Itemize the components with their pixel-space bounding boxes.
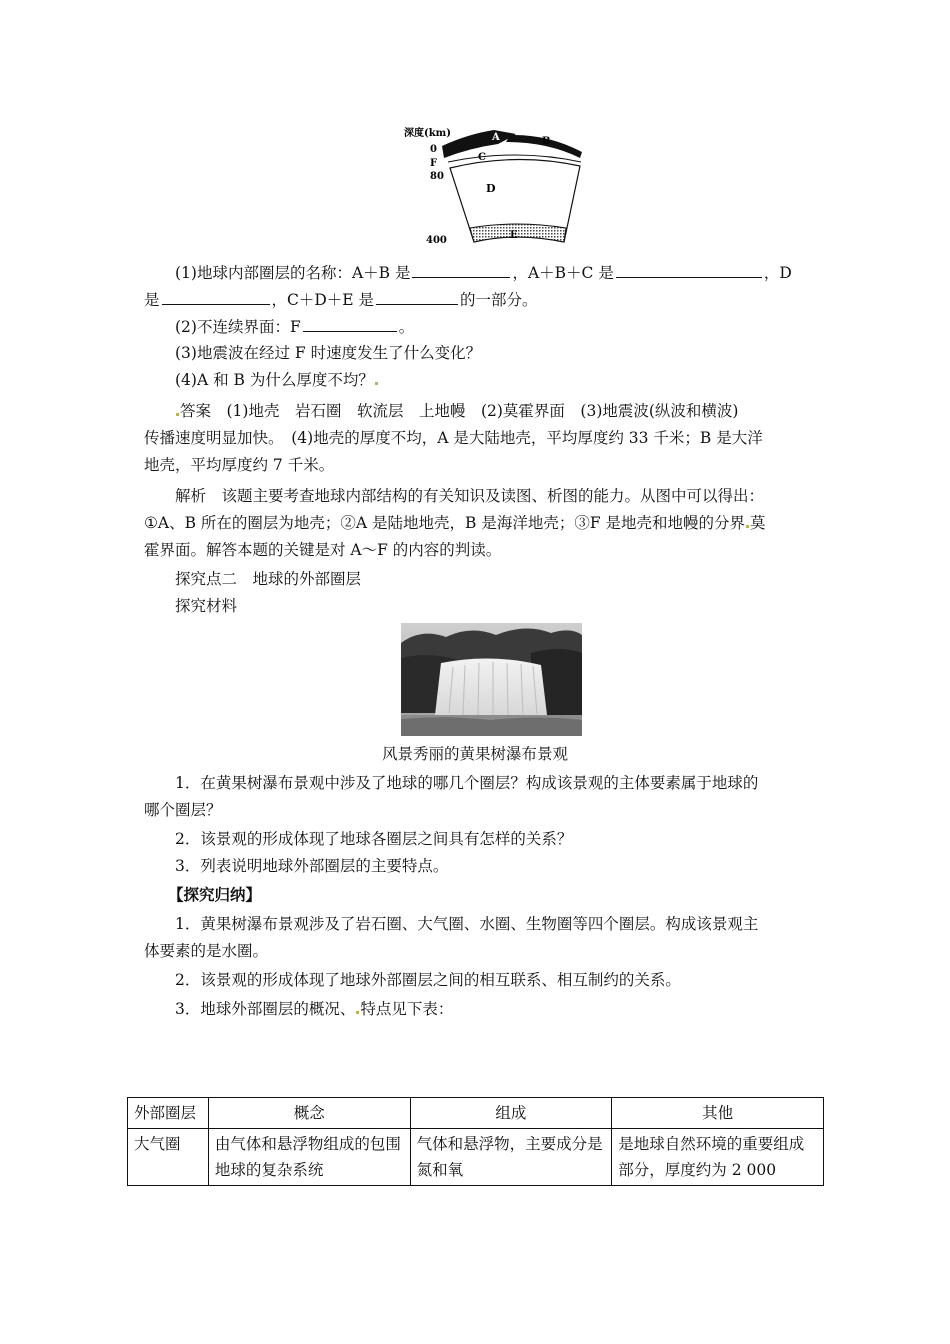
layer-e-region — [470, 224, 566, 242]
cell-concept: 由气体和悬浮物组成的包围地球的复杂系统 — [208, 1129, 410, 1186]
tick-f: F — [430, 158, 438, 169]
inquiry-q1-line-1: 1．在黄果树瀑布景观中涉及了地球的哪几个圈层？构成该景观的主体要素属于地球的 — [175, 774, 759, 792]
label-e: E — [510, 230, 518, 241]
inquiry-q1-line-2: 哪个圈层？ — [144, 801, 222, 819]
analysis-line-3: 霍界面。解答本题的关键是对 A～F 的内容的判读。 — [144, 541, 502, 559]
analysis-line-2: ①A、B 所在的圈层为地壳；②A 是陆地地壳，B 是海洋地壳；③F 是地壳和地幔的分界 莫 — [144, 514, 766, 532]
cell-composition: 气体和悬浮物，主要成分是氮和氧 — [410, 1129, 612, 1186]
blank-4[interactable] — [376, 286, 458, 305]
answer-line-1: 答案 (1)地壳 岩石圈 软流层 上地幔 (2)莫霍界面 (3)地震波(纵波和横波) — [175, 398, 738, 424]
mark-dot — [176, 413, 179, 416]
answer-line-2: 传播速度明显加快。 (4)地壳的厚度不均，A 是大陆地壳，平均厚度约 33 千米；B 是大洋 — [144, 429, 763, 447]
cell-sphere: 大气圈 — [128, 1129, 209, 1186]
question-2: (2)不连续界面：F 。 — [175, 313, 414, 340]
summary-2: 2．该景观的形成体现了地球外部圈层之间的相互联系、相互制约的关系。 — [175, 971, 681, 989]
answer-line-3: 地壳，平均厚度约 7 千米。 — [144, 456, 335, 474]
inquiry-q3: 3．列表说明地球外部圈层的主要特点。 — [175, 857, 449, 875]
material-heading: 探究材料 — [175, 597, 238, 615]
question-4: (4)A 和 B 为什么厚度不均？ — [175, 367, 379, 393]
table-row — [128, 1129, 824, 1186]
label-a: A — [492, 132, 500, 143]
header-composition: 组成 — [410, 1098, 612, 1129]
photo-caption: 风景秀丽的黄果树瀑布景观 — [381, 745, 568, 763]
blank-1[interactable] — [412, 259, 510, 278]
blank-2[interactable] — [616, 259, 762, 278]
tick-400: 400 — [426, 235, 447, 246]
summary-1-line-1: 1．黄果树瀑布景观涉及了岩石圈、大气圈、水圈、生物圈等四个圈层。构成该景观主 — [175, 915, 759, 933]
label-c: C — [478, 152, 486, 163]
header-concept: 概念 — [208, 1098, 410, 1129]
table-header-row — [128, 1098, 824, 1129]
mark-dot — [375, 382, 378, 385]
question-3: (3)地震波在经过 F 时速度发生了什么变化？ — [175, 344, 482, 362]
mark-dot — [746, 525, 749, 528]
blank-5[interactable] — [303, 313, 397, 332]
summary-3: 3．地球外部圈层的概况、 特点见下表： — [175, 1000, 454, 1018]
blank-3[interactable] — [162, 286, 270, 305]
summary-1-line-2: 体要素的是水圈。 — [144, 942, 269, 960]
cell-other: 是地球自然环境的重要组成部分，厚度约为 2 000 — [612, 1129, 824, 1186]
summary-heading: 【探究归纳】 — [168, 885, 262, 904]
depth-axis-label: 深度(km) — [404, 128, 451, 139]
analysis-line-1: 解析 该题主要考查地球内部结构的有关知识及读图、析图的能力。从图中可以得出： — [175, 487, 765, 505]
inquiry-q2: 2．该景观的形成体现了地球各圈层之间具有怎样的关系？ — [175, 830, 573, 848]
header-other: 其他 — [612, 1098, 824, 1129]
earth-layers-diagram — [398, 122, 588, 250]
tick-0: 0 — [430, 144, 437, 155]
header-sphere: 外部圈层 — [128, 1098, 209, 1129]
outer-spheres-table — [127, 1097, 824, 1186]
label-b: B — [542, 136, 551, 147]
mark-dot — [356, 1011, 359, 1014]
waterfall-photo — [401, 623, 582, 736]
tick-80: 80 — [430, 171, 444, 182]
section-heading: 探究点二 地球的外部圈层 — [175, 570, 362, 588]
question-1-line-1: (1)地球内部圈层的名称：A＋B 是 ，A＋B＋C 是 ，D — [175, 259, 792, 286]
label-d: D — [486, 182, 496, 195]
question-1-line-2: 是 ，C＋D＋E 是 的一部分。 — [144, 286, 538, 313]
